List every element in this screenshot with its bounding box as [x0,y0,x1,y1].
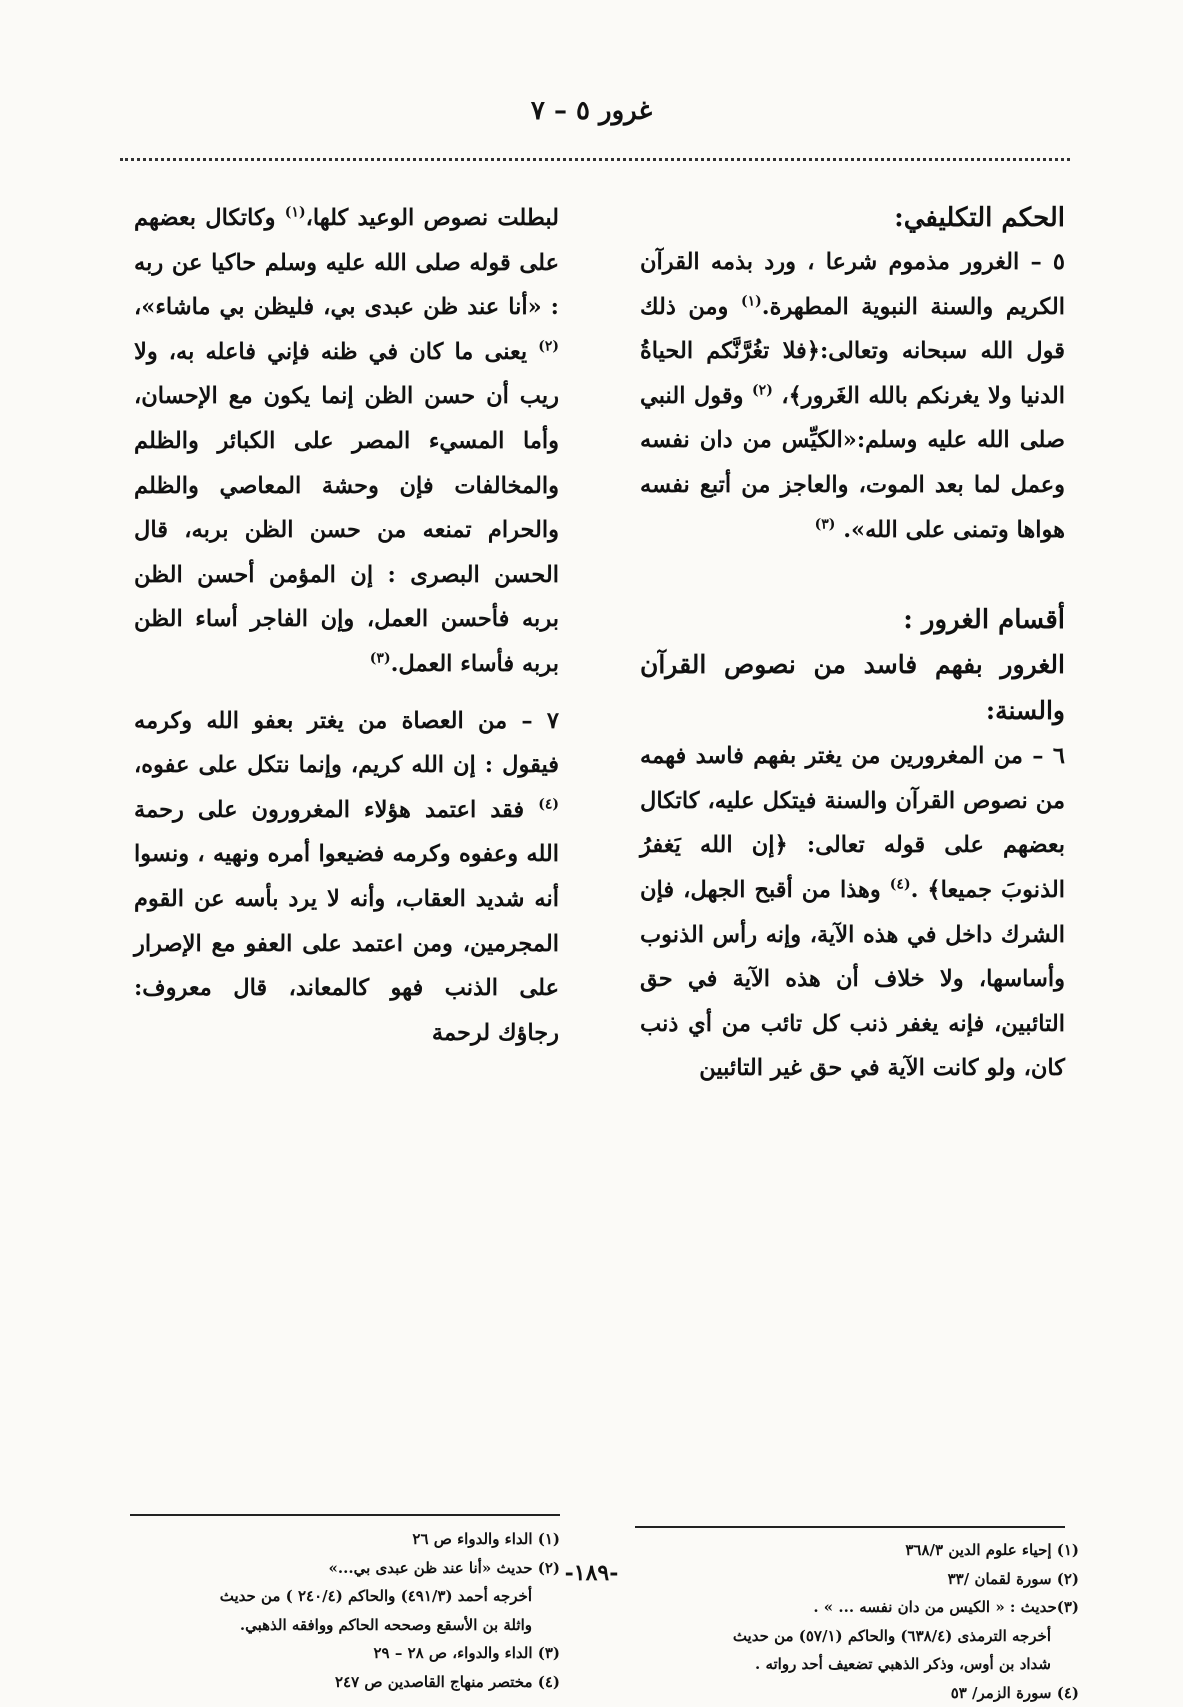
footnote: (١) الداء والدواء ص ٢٦ [120,1525,560,1554]
paragraph-text: وكاتكال بعضهم على قوله صلى الله عليه وسلم حاكيا عن ربه : «أنا عند ظن عبدى بي، فليظن بي ماشاء»، [134,205,559,320]
paragraph-5-text: ٥ – الغرور مذموم شرعا ، ورد بذمه القرآن الكريم والسنة النبوية المطهرة. [640,249,1065,320]
footnote: (١) إحياء علوم الدين ٣٦٨/٣ [639,1536,1079,1565]
right-column [640,196,1065,1091]
paragraph-text: يعنى ما كان في ظنه فإني فاعله به، ولا ريب أن حسن الظن إنما يكون مع الإحسان، وأما المسيء المصر على الكبائر والظلم والمخالفات فإن وحشة المعاصي والظلم والحرام تمنعه من حسن الظن بربه، قال الحسن البصرى : إن المؤمن أحسن الظن بربه فأحسن العمل، وإن الفاجر أساء الظن بربه فأساء العمل. [134,339,559,677]
footnote-rule-right [635,1526,1065,1528]
footnote-ref: (٤) [538,796,559,812]
paragraph-7-continued: فقد اعتمد هؤلاء المغرورون على رحمة الله وعفوه وكرمه فضيعوا أمره ونهيه ، ونسوا أنه شديد العقاب، وأنه لا يرد بأسه عن القوم المجرمين، ومن اعتمد على العفو مع الإصرار على الذنب فهو كالمعاند، قال معروف: رجاؤك لرحمة [134,797,559,1046]
paragraph-5-quran-text: ومن ذلك قول الله سبحانه وتعالى:﴿فلا تغُرَّنَّكم الحياةُ الدنيا ولا يغرنكم بالله الغَرور﴾، [640,294,1065,409]
footnote-continued: واثلة بن الأسقع وصححه الحاكم ووافقه الذهبي. [120,1611,560,1640]
footnote-ref: (٣) [815,516,836,532]
footnote-ref: (٢) [752,382,773,398]
paragraph-7-text: ٧ – من العصاة من يغتر بعفو الله وكرمه فيقول : إن الله كريم، وإنما نتكل على عفوه، [134,708,559,779]
footnote: (٢) سورة لقمان /٣٣ [639,1565,1079,1594]
footnote: (٤) سورة الزمر/ ٥٣ [639,1679,1079,1707]
paragraph-continued [134,196,559,687]
paragraph-6-continued: وهذا من أقبح الجهل، فإن الشرك داخل في هذه الآية، وإنه رأس الذنوب وأساسها، ولا خلاف أن هذه الآية في حق التائبين، فإنه يغفر ذنب كل تائب من أي ذنب كان، ولو كانت الآية في حق غير التائبين [640,877,1065,1081]
spacer [640,552,1065,598]
paragraph-5-hadith-text: وقول النبي صلى الله عليه وسلم:«الكيِّس من دان نفسه وعمل لما بعد الموت، والعاجز من أتبع نفسه هواها وتمنى على الله». [640,383,1065,543]
section-heading-ruling: الحكم التكليفي: [640,196,1065,240]
header-dotted-rule [120,158,1070,161]
footnote-ref: (٤) [890,876,911,892]
footnote-ref: (١) [285,205,306,221]
left-column [134,196,559,1055]
subsection-heading: الغرور بفهم فاسد من نصوص القرآن والسنة: [640,642,1065,734]
footnote: (٣) الداء والدواء، ص ٢٨ – ٢٩ [120,1639,560,1668]
footnote-continued: شداد بن أوس، وذكر الذهبي تضعيف أحد رواته . [639,1650,1079,1679]
footnote-continued: أخرجه الترمذى (٦٣٨/٤) والحاكم (٥٧/١) من حديث [639,1622,1079,1651]
footnote-ref: (٢) [538,338,559,354]
paragraph-6 [640,734,1065,1091]
footnote-ref: (٣) [370,650,391,666]
paragraph-7 [134,699,559,1056]
footnote: (٢) حديث «أنا عند ظن عبدى بي...» [120,1554,560,1583]
footnote-continued: أخرجه أحمد (٤٩١/٣) والحاكم (٢٤٠/٤ ) من حديث [120,1582,560,1611]
paragraph-6-text: ٦ – من المغرورين من يغتر بفهم فاسد فهمه من نصوص القرآن والسنة فيتكل عليه، كاتكال بعضهم على قوله تعالى: ﴿إن الله يَغفرُ الذنوبَ جميعا﴾ . [640,743,1065,903]
footnote-ref: (١) [741,293,762,309]
spacer [134,687,559,699]
section-heading-types: أقسام الغرور : [640,598,1065,642]
footnotes-left [120,1525,560,1696]
paragraph-5 [640,240,1065,552]
page-number: -١٨٩- [0,1560,1183,1586]
footnote-rule-left [130,1514,560,1516]
footnote: (٤) مختصر منهاج القاصدين ص ٢٤٧ [120,1668,560,1697]
footnote: (٣)حديث : « الكيس من دان نفسه ... » . [639,1593,1079,1622]
paragraph-text: لبطلت نصوص الوعيد كلها، [306,205,559,231]
running-head: غرور ٥ – ٧ [0,96,1183,126]
